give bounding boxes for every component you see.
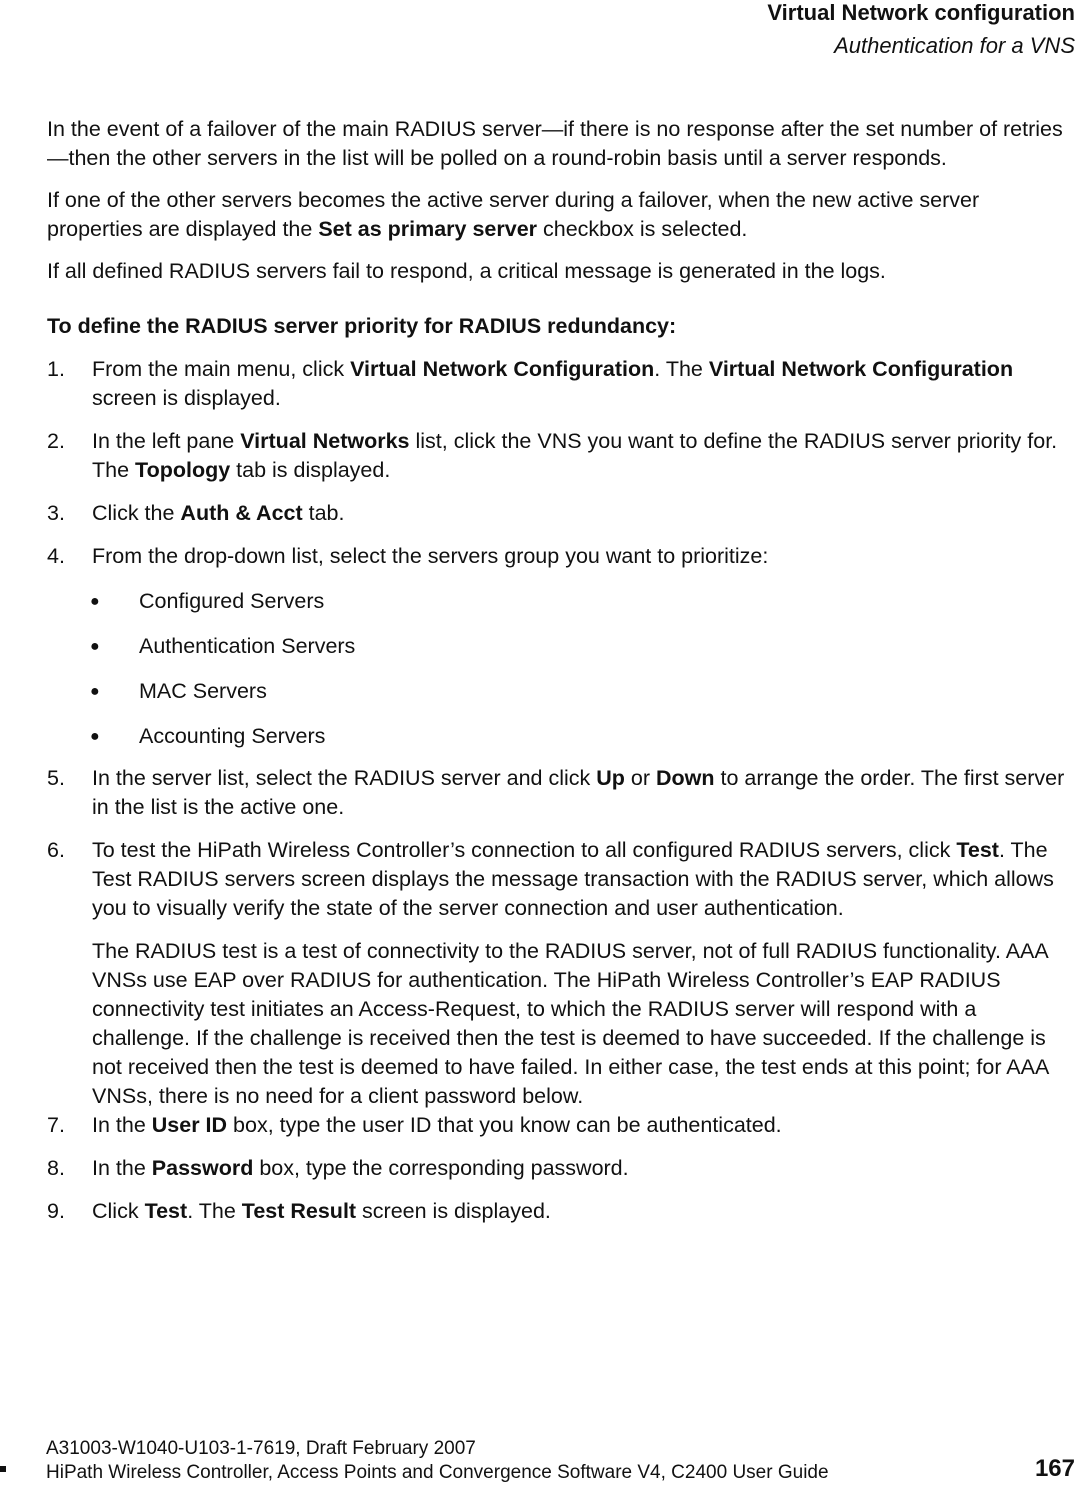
text: To test the HiPath Wireless Controller’s connection to all configured RADIUS servers, click [92, 838, 957, 862]
running-header-subtitle: Authentication for a VNS [834, 33, 1075, 58]
text: . The [654, 357, 709, 381]
text: From the drop-down list, select the servers group you want to prioritize: [92, 544, 769, 568]
text: list, click the VNS you want to define the RADIUS server priority for. The [92, 429, 1058, 482]
text: In the [92, 1113, 152, 1137]
text: to arrange the order. The first server in the list is the active one. [92, 766, 1065, 819]
paragraph-failover: In the event of a failover of the main RADIUS server—if there is no response after the set number of retries—then the other servers in the list will be polled on a round-robin basis until a server responds. [47, 117, 1063, 170]
step-number: 8. [47, 1156, 65, 1180]
step-7 [47, 1111, 1075, 1140]
text: In the [92, 1156, 152, 1180]
footer-doc-id: A31003-W1040-U103-1-7619, Draft February 2007 [46, 1438, 476, 1459]
ui-term: Auth & Acct [180, 501, 303, 525]
text: box, type the user ID that you know can be authenticated. [227, 1113, 782, 1137]
text: From the main menu, click [92, 357, 351, 381]
list-item [47, 677, 1075, 706]
bullet-icon: ● [90, 683, 100, 700]
list-item [47, 722, 1075, 751]
bullet-text: Authentication Servers [139, 634, 356, 658]
paragraph-all-fail: If all defined RADIUS servers fail to respond, a critical message is generated in the logs. [47, 259, 886, 283]
ui-term: Down [655, 766, 715, 790]
footer-mark [0, 1466, 6, 1472]
procedure-heading: To define the RADIUS server priority for RADIUS redundancy: [47, 314, 677, 338]
ui-term: Virtual Network Configuration [708, 357, 1014, 381]
text: In the server list, select the RADIUS server and click [92, 766, 597, 790]
ui-term: Set as primary server [318, 217, 538, 241]
text: Click [92, 1199, 145, 1223]
bullet-text: Configured Servers [139, 589, 325, 613]
ui-term: Topology [135, 458, 231, 482]
step-5 [47, 764, 1075, 822]
step-1 [47, 355, 1075, 413]
step-4 [47, 542, 1075, 571]
text: checkbox is selected. [537, 217, 748, 241]
paragraph-active-server [47, 186, 1075, 244]
bullet-icon: ● [90, 728, 100, 745]
text: or [624, 766, 656, 790]
step-number: 7. [47, 1113, 65, 1137]
text: Click the [92, 501, 181, 525]
step-3 [47, 499, 1075, 528]
bullet-icon: ● [90, 593, 100, 610]
text: If one of the other servers becomes the active server during a failover, when the new active server properties are displayed the [47, 188, 980, 241]
bullet-text: MAC Servers [139, 679, 267, 703]
text: screen is displayed. [356, 1199, 551, 1223]
ui-term: Virtual Networks [240, 429, 410, 453]
step-6-note: The RADIUS test is a test of connectivity to the RADIUS server, not of full RADIUS functionality. AAA VNSs use EAP over RADIUS for authentication. The HiPath Wireless Controller’s EAP RADIUS connectivity test initiates an Access-Request, to which the RADIUS server will respond with a challenge. If the challenge is received then the test is deemed to have succeeded. If the challenge is not received then the test is deemed to have failed. In either case, the test ends at this point; for AAA VNSs, there is no need for a client password below. [92, 939, 1049, 1108]
step-6 [47, 836, 1075, 923]
step-number: 9. [47, 1199, 65, 1223]
ui-term: User ID [151, 1113, 228, 1137]
ui-term: Test Result [241, 1199, 357, 1223]
text: box, type the corresponding password. [253, 1156, 629, 1180]
page-number: 167 [1034, 1455, 1075, 1482]
text: tab is displayed. [230, 458, 391, 482]
step-number: 1. [47, 357, 65, 381]
ui-term: Virtual Network Configuration [350, 357, 655, 381]
ui-term: Test [144, 1199, 188, 1223]
bullet-icon: ● [90, 638, 100, 655]
bullet-text: Accounting Servers [139, 724, 326, 748]
step-number: 3. [47, 501, 65, 525]
list-item [47, 587, 1075, 616]
step-number: 6. [47, 838, 65, 862]
list-item [47, 632, 1075, 661]
page-content [47, 115, 1075, 1240]
text: In the left pane [92, 429, 241, 453]
step-8 [47, 1154, 1075, 1183]
ui-term: Password [151, 1156, 254, 1180]
step-number: 2. [47, 429, 65, 453]
ui-term: Test [956, 838, 999, 862]
step-number: 4. [47, 544, 65, 568]
text: screen is displayed. [92, 386, 281, 410]
text: . The [187, 1199, 242, 1223]
step-9 [47, 1197, 1075, 1226]
ui-term: Up [596, 766, 625, 790]
running-header-title: Virtual Network configuration [767, 0, 1075, 25]
step-number: 5. [47, 766, 65, 790]
text: . The Test RADIUS servers screen displays the message transaction with the RADIUS server, which allows you to visually verify the state of the server connection and user authentication. [92, 838, 1054, 920]
step-2 [47, 427, 1075, 485]
footer-guide-title: HiPath Wireless Controller, Access Points and Convergence Software V4, C2400 User Guide [46, 1462, 829, 1483]
text: tab. [302, 501, 345, 525]
